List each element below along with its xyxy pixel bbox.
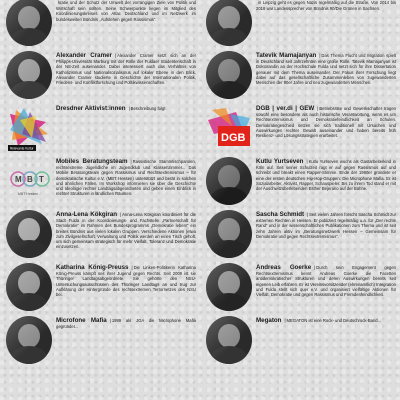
speaker-bio: Alexander Cramer setzt sich an der Philipps-Universität Marburg mit der Rolle der Fuldaer Studentenschaft in der NS-Zeit auseinander. Dabei interessiert auch das Verhältnis von Katholizismus und Nationalsozialismus auf lokaler Ebene in den Blick. Alexander Cramer studierte in Geschichte der Internationalen Politik, Friedens- und Konfliktforschung und Politikwissenschaften. (56, 53, 196, 86)
speaker-name: Andreas Goerke (256, 264, 312, 271)
speaker-photo (6, 51, 52, 99)
speaker-bio: Das Thema Flucht und Migration spielt in Deutschland seit Jahrzehnten eine große Rolle. Tatevik Mamajanyan ist Doktorandin an der Hochschule Fulda und setzt sich für ihre Dissertation genauer mit dem Thema auseinander. Der Fokus ihrer Forschung liegt dabei auf das gesellschaftliche Zusammenleben von zugewanderten Menschen der 90er Jahre und neu zugewanderten Menschen. (256, 53, 396, 86)
mbt-logo-icon (6, 157, 52, 205)
speaker-photo (206, 210, 252, 258)
speaker-text: Anna-Lena Kökgiran |Anna-Lena Kökgiran koordiniert für die Stadt Fulda in der Koordinierungs- und Fachstelle „Partnerschaft für Demokratie“ im Rahmen des Bundesprogramms „Demokratie leben!“ ein breites Bündnis aus vielen lokalen Gruppen. Verschiedene Aktionen (etwa zum Zivilgesellschaft, Verwaltung und Politik werden an einen Tisch geholt, um sich gemeinsam strategisch für mehr Vielfalt, Toleranz und Demokratie einzusetzen. (56, 211, 196, 250)
speaker-name: Katharina König-Preuss (56, 264, 129, 271)
speaker-bio: Beschreibung folgt (130, 106, 166, 111)
speaker-bio: Die Linken-Politikerin Katharina König-Preuss kämpft seit ihrer Jugend gegen Rechts. Seit 2009 ist sie Thüringer Landtagsabgeordnete. Sie gehörte den NSU-Untersuchungsausschüssen des Thüringer Landtags an und trug zur Aufklärung der Hintergründe des rechtsextremen Terrornetzes des NSU bei. (56, 265, 196, 298)
speaker-text: Katharina König-Preuss |Die Linken-Politikerin Katharina König-Preuss kämpft seit ihrer Jugend gegen Rechts. Seit 2009 ist sie Thüringer Landtagsabgeordnete. Sie gehörte den NSU-Untersuchungsausschüssen des Thüringer Landtags an und trug zur Aufklärung der Hintergründe des rechtsextremen Terrornetzes des NSU bei. (56, 264, 196, 298)
speaker-name: Alexander Cramer (56, 52, 112, 59)
speaker-bio: kratie und der Schutz der Umwelt der vorrangigen Ziele von Politik und Wirtschaft sein sollten. Seine Schwerpunkte liegen im Mitglied des Koordinierungskreises von Attac Deutschland und im Netzwerk im bundesweiten Bündnis „Aufstehen gegen Rassismus“. (56, 0, 196, 22)
speaker-entry (200, 49, 400, 102)
speaker-name: Mobiles Beratungsteam (56, 158, 128, 165)
dresden-caption: Relevante Kultur (10, 146, 34, 151)
dgb-logo-icon (206, 104, 252, 152)
speaker-entry (0, 155, 200, 208)
speaker-text (56, 0, 196, 22)
speaker-text: Mobiles Beratungsteam |Rassistische Stammtischparolen, rechtsextreme Jugendliche im Jugendklub und Klassenzimmer... Das Mobile Beratungsteam gegen Rassismus und Rechtsextremismus – für demokratische Kultur e.V. (MBT Hessen) unterstützt und berät in solchen und ähnlichen Fällen. Im Workshop informieren sie über die Geschichte und Ideologie rechter Landtagsabgeordneten und geben einen Einblick in rechter Strukturen in ländlichen Räumen. (56, 158, 196, 197)
speaker-photo (206, 51, 252, 99)
speaker-text: Kutlu Yurtseven |Kutlu Yurtseven wuchs als Gastarbeiterkind in Köln auf. Seit seiner Schulzeit ragt er auf gegen Rassismus auf und schreibt und breakt einen Rapper-Stimme. Ende der 1980er gründete er eine der ersten deutschen Hip-Hop-Gruppen: Die Microphone Mafia. Er ist Sozialarbeiter, Aktivist, Rapper, Schauspieler. Bis zu ihrem Tod stand er mit der Auschwitzüberlebenden Esther Bejerano auf der Bühne. (256, 158, 396, 192)
speaker-bio: Anna-Lena Kökgiran koordiniert für die Stadt Fulda in der Koordinierungs- und Fachstelle „Partnerschaft für Demokratie“ im Rahmen des Bundesprogramms „Demokratie leben!“ ein breites Bündnis aus vielen lokalen Gruppen. Verschiedene Aktionen (etwa zum Zivilgesellschaft, Verwaltung und Politik werden an einen Tisch geholt, um sich gemeinsam strategisch für mehr Vielfalt, Toleranz und Demokratie einzusetzen. (56, 212, 196, 250)
mbt-caption: MBT Hessen (18, 192, 39, 196)
speaker-name: Sascha Schmidt (256, 211, 305, 218)
speaker-text: Dresdner Aktivist:innen |Beschreibung folgt (56, 105, 166, 112)
dgb-text: DGB (221, 132, 246, 144)
speaker-bio: Durch sein Engagement gegen Rechtsextremismus kennt Andreas Goerke die Facetten antidemokratischer Strukturen und deren Auswirkungen bereits seit eigenen Leib erfahren. Er ist Vereinsvorsitzender (ehrenamtlich) Integration und Fulda stellt sich quer e.V. und organisiert vielfältige Aktionen für Vielfalt, Demokratie und gegen Rassismus und Fremdenfeindlichkeit. (256, 265, 397, 298)
speaker-text: DGB | ver.di | GEW |Betriebsräte und Gewerkschafter tragen sowohl eine besondere als auch historische Verantwortung, wenn es um Rechtsextremismus und Demokratiefeindlichkeit an Schulen. Demokratiegeschied setzen sie sich traditionell mit Ursachen und Auswirkungen rechter Gewalt auseinander und haben bereits früh Resilienz- und Lösungsstrategien erarbeitet. (256, 105, 396, 139)
speaker-text: Sascha Schmidt |Seit vielen Jahren forscht Sascha Schmidt zur extremen Rechten in Hessen. Er publiziert regelmäßig u.a. für „Der rechte Rand“ und in der wissenschaftlichen Publikationen zum Thema und ist seit zehn Jahren aktiv im „Beratungsnetzwerk Hessen – Gemeinsam für Demokratie und gegen Rechtsextremismus“. (256, 211, 396, 239)
speaker-text: Megaton |MEGATON ist eine Rock- und Deutschrock-Band... (256, 317, 382, 324)
mbt-letter-m: M (15, 175, 22, 184)
speaker-entry (0, 0, 200, 49)
speaker-photo (6, 0, 52, 46)
speaker-bio: 1989 als JGA die Microphone Mafia gegründet... (56, 318, 196, 329)
dresden-logo (6, 104, 52, 152)
speaker-entry (200, 0, 400, 49)
speaker-entry (200, 208, 400, 261)
speaker-name: Dresdner Aktivist:innen (56, 105, 126, 112)
speaker-photo (206, 316, 252, 364)
speaker-bio: MEGATON ist eine Rock- und Deutschrock-Band... (286, 318, 382, 323)
speaker-name: Tatevik Mamajanyan (256, 52, 317, 59)
speaker-name: Kutlu Yurtseven (256, 158, 304, 165)
speaker-bio: Kutlu Yurtseven wuchs als Gastarbeiterkind in Köln auf. Seit seiner Schulzeit ragt er auf gegen Rassismus auf und schreibt und breakt einen Rapper-Stimme. Ende der 1980er gründete er eine der ersten deutschen Hip-Hop-Gruppen: Die Microphone Mafia. Er ist Sozialarbeiter, Aktivist, Rapper, Schauspieler. Bis zu ihrem Tod stand er mit der Auschwitzüberlebenden Esther Bejerano auf der Bühne. (256, 159, 396, 192)
speaker-photo (6, 210, 52, 258)
speaker-photo (206, 157, 252, 205)
speaker-name: Megaton (256, 317, 282, 324)
speaker-bio: in Leipzig geht es gegen Nazis regelmäßig auf die Straße. Von 2014 bis 2018 war Landessprecher von Bündnis 90/Die Grünen in Sachsen. (256, 0, 396, 11)
speaker-text: Microfone Mafia |1989 als JGA die Microphone Mafia gegründet... (56, 317, 196, 329)
mbt-logo (6, 157, 52, 205)
speaker-entry (0, 49, 200, 102)
speaker-photo (206, 0, 252, 46)
speaker-photo (6, 263, 52, 311)
speaker-entry (200, 102, 400, 155)
speaker-name: Microfone Mafia (56, 317, 107, 324)
speaker-bio: Rassistische Stammtischparolen, rechtsextreme Jugendliche im Jugendklub und Klassenzimmer... Das Mobile Beratungsteam gegen Rassismus und Rechtsextremismus – für demokratische Kultur e.V. (MBT Hessen) unterstützt und berät in solchen und ähnlichen Fällen. Im Workshop informieren sie über die Geschichte und Ideologie rechter Landtagsabgeordneten und geben einen Einblick in rechter Strukturen in ländlichen Räumen. (56, 159, 196, 197)
speaker-entry (200, 261, 400, 314)
speaker-entry (200, 155, 400, 208)
speaker-bio: Betriebsräte und Gewerkschafter tragen sowohl eine besondere als auch historische Verantwortung, wenn es um Rechtsextremismus und Demokratiefeindlichkeit an Schulen. Demokratiegeschied setzen sie sich traditionell mit Ursachen und Auswirkungen rechter Gewalt auseinander und haben bereits früh Resilienz- und Lösungsstrategien erarbeitet. (256, 106, 396, 139)
speaker-name: DGB | ver.di | GEW (256, 105, 315, 112)
speaker-entry (200, 314, 400, 367)
speaker-name: Anna-Lena Kökgiran (56, 211, 118, 218)
spectrum-logo-icon (6, 104, 52, 152)
speaker-entry (0, 314, 200, 367)
speaker-entry (0, 208, 200, 261)
speaker-entry (0, 102, 200, 155)
speaker-entry (0, 261, 200, 314)
speaker-text (256, 0, 396, 11)
speaker-bio: Seit vielen Jahren forscht Sascha Schmidt zur extremen Rechten in Hessen. Er publiziert regelmäßig u.a. für „Der rechte Rand“ und in der wissenschaftlichen Publikationen zum Thema und ist seit zehn Jahren aktiv im „Beratungsnetzwerk Hessen – Gemeinsam für Demokratie und gegen Rechtsextremismus“. (256, 212, 396, 239)
speaker-text: Alexander Cramer |Alexander Cramer setzt sich an der Philipps-Universität Marburg mit der Rolle der Fuldaer Studentenschaft in der NS-Zeit auseinander. Dabei interessiert auch das Verhältnis von Katholizismus und Nationalsozialismus auf lokaler Ebene in den Blick. Alexander Cramer studierte in Geschichte der Internationalen Politik, Friedens- und Konfliktforschung und Politikwissenschaften. (56, 52, 196, 86)
speaker-text: Tatevik Mamajanyan |Das Thema Flucht und Migration spielt in Deutschland seit Jahrzehnten eine große Rolle. Tatevik Mamajanyan ist Doktorandin an der Hochschule Fulda und setzt sich für ihre Dissertation genauer mit dem Thema auseinander. Der Fokus ihrer Forschung liegt dabei auf das gesellschaftliche Zusammenleben von zugewanderten Menschen der 90er Jahre und neu zugewanderten Menschen. (256, 52, 396, 86)
speaker-text: Andreas Goerke |Durch sein Engagement gegen Rechtsextremismus kennt Andreas Goerke die Facetten antidemokratischer Strukturen und deren Auswirkungen bereits seit eigenen Leib erfahren. Er ist Vereinsvorsitzender (ehrenamtlich) Integration und Fulda stellt sich quer e.V. und organisiert vielfältige Aktionen für Vielfalt, Demokratie und gegen Rassismus und Fremdenfeindlichkeit. (256, 264, 397, 298)
mbt-letter-t: T (39, 175, 44, 184)
mbt-letter-b: B (27, 175, 33, 184)
speaker-photo (6, 316, 52, 364)
speaker-photo (206, 263, 252, 311)
dgb-logo (206, 104, 252, 152)
